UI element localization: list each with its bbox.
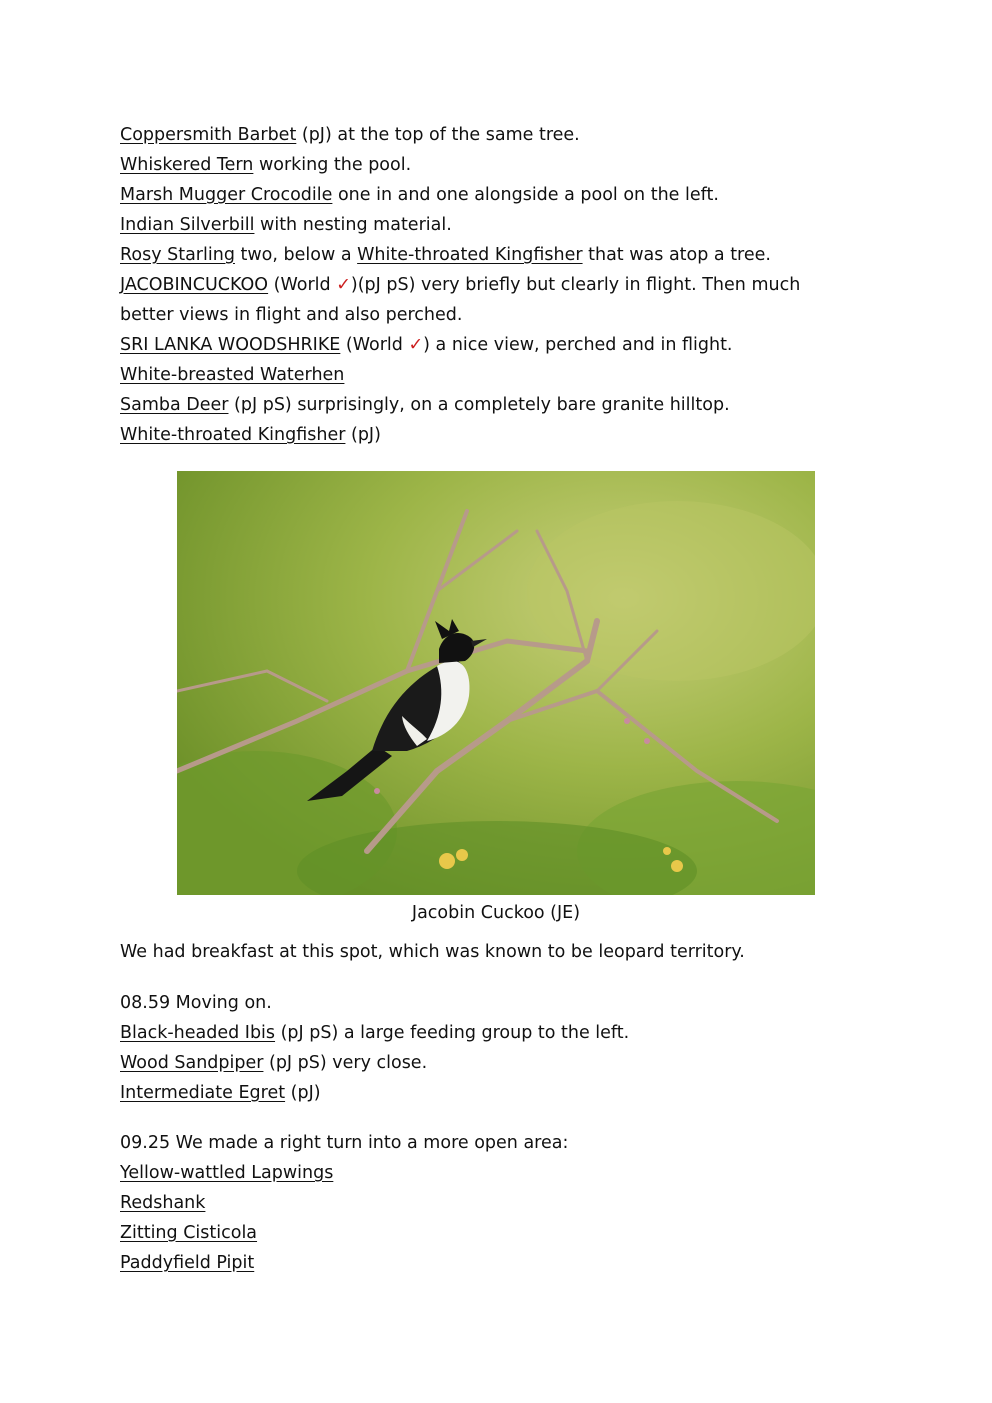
list-item [120,1018,900,1048]
list-item [120,1078,900,1108]
species-link[interactable]: Wood Sandpiper [120,1053,264,1073]
note-text: (pJ pS) surprisingly, on a completely bare granite hilltop. [228,395,730,415]
species-link[interactable]: Marsh Mugger Crocodile [120,185,333,205]
note-text: better views in flight and also perched. [120,305,463,325]
note-text: )(pJ pS) very briefly but clearly in flight. Then much [350,275,801,295]
species-link[interactable]: Intermediate Egret [120,1083,286,1103]
list-item [120,390,900,420]
note-text: (pJ) [285,1083,321,1103]
note-text: working the pool. [253,155,412,175]
species-link[interactable]: Indian Silverbill [120,215,255,235]
list-item [120,270,900,300]
time-heading: 09.25 We made a right turn into a more open area: [120,1133,569,1153]
species-link[interactable]: SRI LANKA WOODSHRIKE [120,335,341,355]
list-item [120,1188,900,1218]
list-item [120,150,900,180]
species-list-1 [120,120,900,450]
time-heading: 08.59 Moving on. [120,993,272,1013]
check-icon: ✓ [408,335,424,355]
note-text: (World [268,275,337,295]
list-item [120,1048,900,1078]
species-link[interactable]: Black-headed Ibis [120,1023,276,1043]
species-link[interactable]: Zitting Cisticola [120,1223,258,1243]
list-item [120,1248,900,1278]
list-item [120,300,900,330]
species-link[interactable]: White-breasted Waterhen [120,365,345,385]
note-text: (pJ pS) very close. [263,1053,428,1073]
bird-photo [177,471,815,895]
check-icon: ✓ [336,275,351,295]
species-link[interactable]: Rosy Starling [120,245,235,265]
note-text: (pJ) at the top of the same tree. [296,125,580,145]
breakfast-paragraph [120,937,900,967]
note-text: one in and one alongside a pool on the left. [332,185,719,205]
paragraph-text: We had breakfast at this spot, which was known to be leopard territory. [120,942,745,962]
note-text: (pJ) [345,425,381,445]
list-item [120,1218,900,1248]
species-link[interactable]: White-throated Kingfisher [120,425,346,445]
note-text: two, below a [234,245,358,265]
species-link[interactable]: Whiskered Tern [120,155,254,175]
list-item [120,330,900,360]
list-item [120,1158,900,1188]
species-link[interactable]: Coppersmith Barbet [120,125,297,145]
species-link[interactable]: Samba Deer [120,395,229,415]
list-item [120,420,900,450]
note-text: (World [340,335,409,355]
note-text: that was atop a tree. [582,245,771,265]
list-item [120,180,900,210]
note-text: ) a nice view, perched and in flight. [423,335,733,355]
species-link[interactable]: JACOBINCUCKOO [120,275,269,295]
species-link[interactable]: Yellow-wattled Lapwings [120,1163,334,1183]
species-link[interactable]: White-throated Kingfisher [357,245,583,265]
note-text: with nesting material. [254,215,452,235]
note-text: (pJ pS) a large feeding group to the left. [275,1023,630,1043]
species-link[interactable]: Redshank [120,1193,206,1213]
jacobin-cuckoo-illustration [177,471,815,895]
list-item [120,120,900,150]
list-item [120,240,900,270]
species-list-2 [120,988,900,1108]
list-item [120,360,900,390]
list-item [120,210,900,240]
species-list-3 [120,1128,900,1278]
photo-caption: Jacobin Cuckoo (JE) [411,903,581,923]
species-link[interactable]: Paddyfield Pipit [120,1253,255,1273]
